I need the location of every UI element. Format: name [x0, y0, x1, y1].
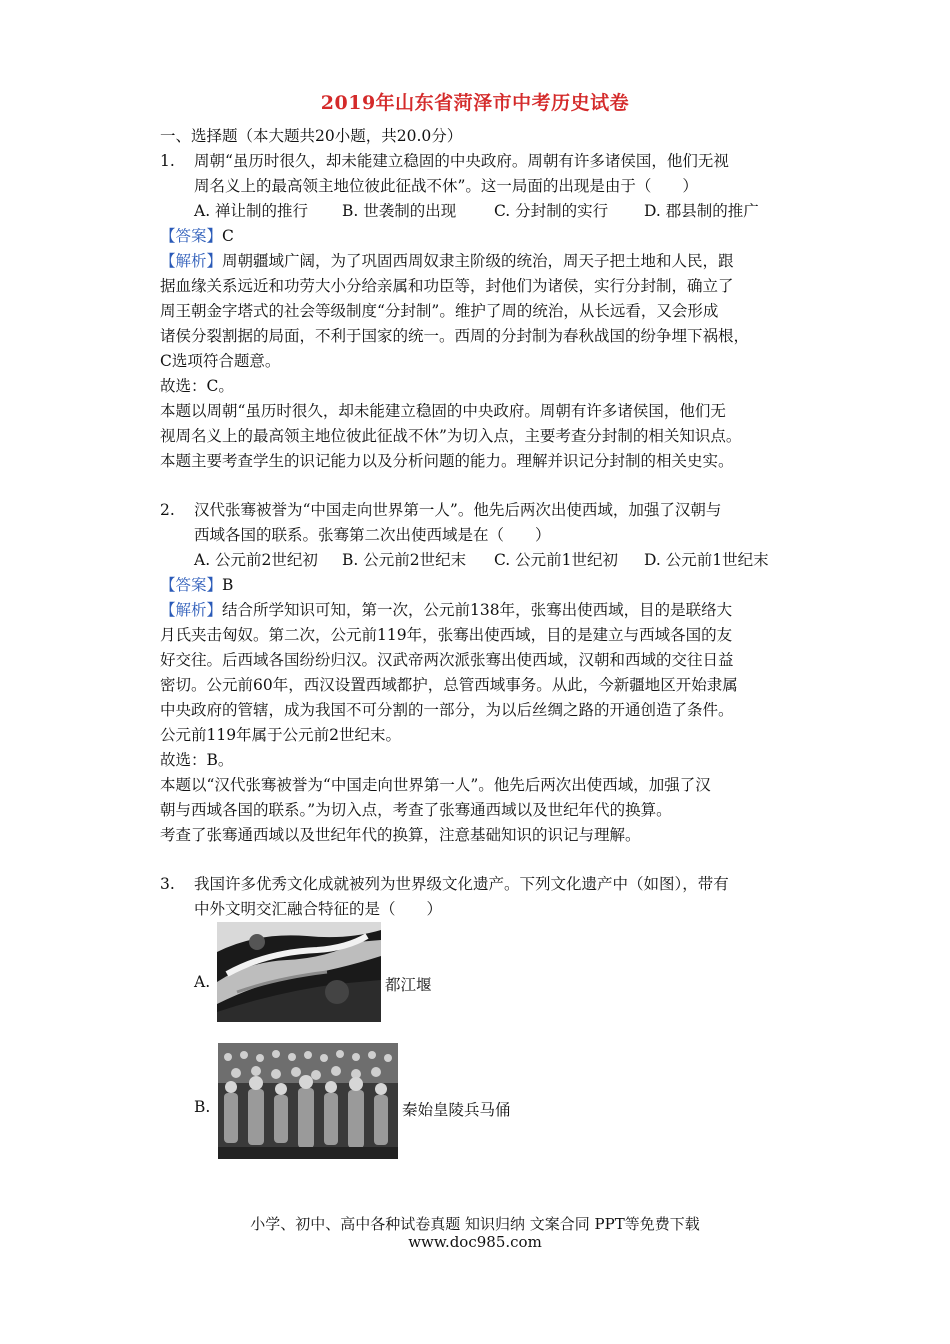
answer-value: C: [222, 227, 234, 245]
q1-analysis-line: 据血缘关系远近和功劳大小分给亲属和功臣等，封他们为诸侯，实行分封制，确立了: [160, 277, 734, 295]
q2-analysis-line: 公元前119年属于公元前2世纪末。: [160, 726, 401, 744]
q1-analysis-line: C选项符合题意。: [160, 352, 281, 370]
q1-number: 1.: [160, 152, 175, 170]
q3-option-a-label: 都江堰: [385, 976, 432, 994]
answer-value: B: [222, 576, 234, 594]
q2-option-c: C. 公元前1世纪初: [494, 551, 619, 569]
terracotta-army-image: [218, 1043, 398, 1159]
analysis-text: 周朝疆域广阔，为了巩固西周奴隶主阶级的统治，周天子把土地和人民，跟: [222, 252, 734, 270]
q2-analysis-line: 好交往。后西域各国纷纷归汉。汉武帝两次派张骞出使西域，汉朝和西域的交往日益: [160, 651, 734, 669]
q1-comment-line: 本题以周朝“虽历时很久，却未能建立稳固的中央政府。周朝有许多诸侯国，他们无: [160, 402, 726, 420]
terracotta-army-photo: [218, 1043, 398, 1159]
q2-comment-line: 考查了张骞通西域以及世纪年代的换算，注意基础知识的识记与理解。: [160, 826, 641, 844]
q2-choice: 故选：B。: [160, 751, 234, 769]
footer-url[interactable]: www.doc985.com: [408, 1233, 542, 1251]
dujiangyan-photo: [217, 922, 381, 1022]
q2-number: 2.: [160, 501, 175, 519]
answer-tag: 【答案】: [160, 227, 223, 245]
q1-stem-line: 周名义上的最高领主地位彼此征战不休”。这一局面的出现是由于（ ）: [194, 177, 698, 195]
q2-analysis-line: 中央政府的管辖，成为我国不可分割的一部分，为以后丝绸之路的开通创造了条件。: [160, 701, 734, 719]
q3-option-a-letter: A.: [194, 973, 211, 991]
q2-option-a: A. 公元前2世纪初: [194, 551, 318, 569]
q1-option-d: D. 郡县制的推广: [644, 202, 759, 220]
q3-option-b-label: 秦始皇陵兵马俑: [402, 1101, 511, 1119]
q1-answer: [160, 226, 234, 246]
q2-analysis-line: 密切。公元前60年，西汉设置西域都护，总管西域事务。从此，今新疆地区开始隶属: [160, 676, 738, 694]
q1-option-a: A. 禅让制的推行: [194, 202, 309, 220]
q2-stem-line: 汉代张骞被誉为“中国走向世界第一人”。他先后两次出使西域，加强了汉朝与: [194, 501, 722, 519]
dujiangyan-image: [217, 922, 381, 1022]
q2-comment-line: 朝与西域各国的联系。”为切入点，考查了张骞通西域以及世纪年代的换算。: [160, 801, 672, 819]
q1-comment-line: 本题主要考查学生的识记能力以及分析问题的能力。理解并识记分封制的相关史实。: [160, 452, 734, 470]
q2-stem-line: 西域各国的联系。张骞第二次出使西域是在（ ）: [194, 526, 551, 544]
footer-promo: 小学、初中、高中各种试卷真题 知识归纳 文案合同 PPT等免费下载: [250, 1215, 700, 1233]
analysis-text: 结合所学知识可知，第一次，公元前138年，张骞出使西域，目的是联络大: [222, 601, 733, 619]
q2-analysis-line: [160, 600, 732, 620]
q3-stem-line: 我国许多优秀文化成就被列为世界级文化遗产。下列文化遗产中（如图），带有: [194, 875, 729, 893]
q1-choice: 故选：C。: [160, 377, 234, 395]
q1-analysis-line: 周王朝金字塔式的社会等级制度“分封制”。维护了周的统治，从长远看，又会形成: [160, 302, 719, 320]
q3-number: 3.: [160, 875, 175, 893]
q1-option-b: B. 世袭制的出现: [342, 202, 457, 220]
exam-title: 2019年山东省菏泽市中考历史试卷: [320, 92, 630, 114]
q2-comment-line: 本题以“汉代张骞被誉为“中国走向世界第一人”。他先后两次出使西域，加强了汉: [160, 776, 711, 794]
section-heading: 一、选择题（本大题共20小题，共20.0分）: [160, 127, 463, 145]
q1-stem-line: 周朝“虽历时很久，却未能建立稳固的中央政府。周朝有许多诸侯国，他们无视: [194, 152, 729, 170]
q1-analysis-line: 诸侯分裂割据的局面，不利于国家的统一。西周的分封制为春秋战国的纷争埋下祸根，: [160, 327, 750, 345]
q2-option-d: D. 公元前1世纪末: [644, 551, 769, 569]
q2-analysis-line: 月氏夹击匈奴。第二次，公元前119年，张骞出使西域，目的是建立与西域各国的友: [160, 626, 733, 644]
analysis-tag: 【解析】: [160, 601, 223, 619]
analysis-tag: 【解析】: [160, 252, 223, 270]
q2-answer: [160, 575, 233, 595]
q1-analysis-line: [160, 251, 734, 271]
q1-option-c: C. 分封制的实行: [494, 202, 609, 220]
q1-comment-line: 视周名义上的最高领主地位彼此征战不休”为切入点，主要考查分封制的相关知识点。: [160, 427, 742, 445]
q3-stem-line: 中外文明交汇融合特征的是（ ）: [194, 900, 443, 918]
q2-option-b: B. 公元前2世纪末: [342, 551, 467, 569]
q3-option-b-letter: B.: [194, 1098, 211, 1116]
answer-tag: 【答案】: [160, 576, 223, 594]
